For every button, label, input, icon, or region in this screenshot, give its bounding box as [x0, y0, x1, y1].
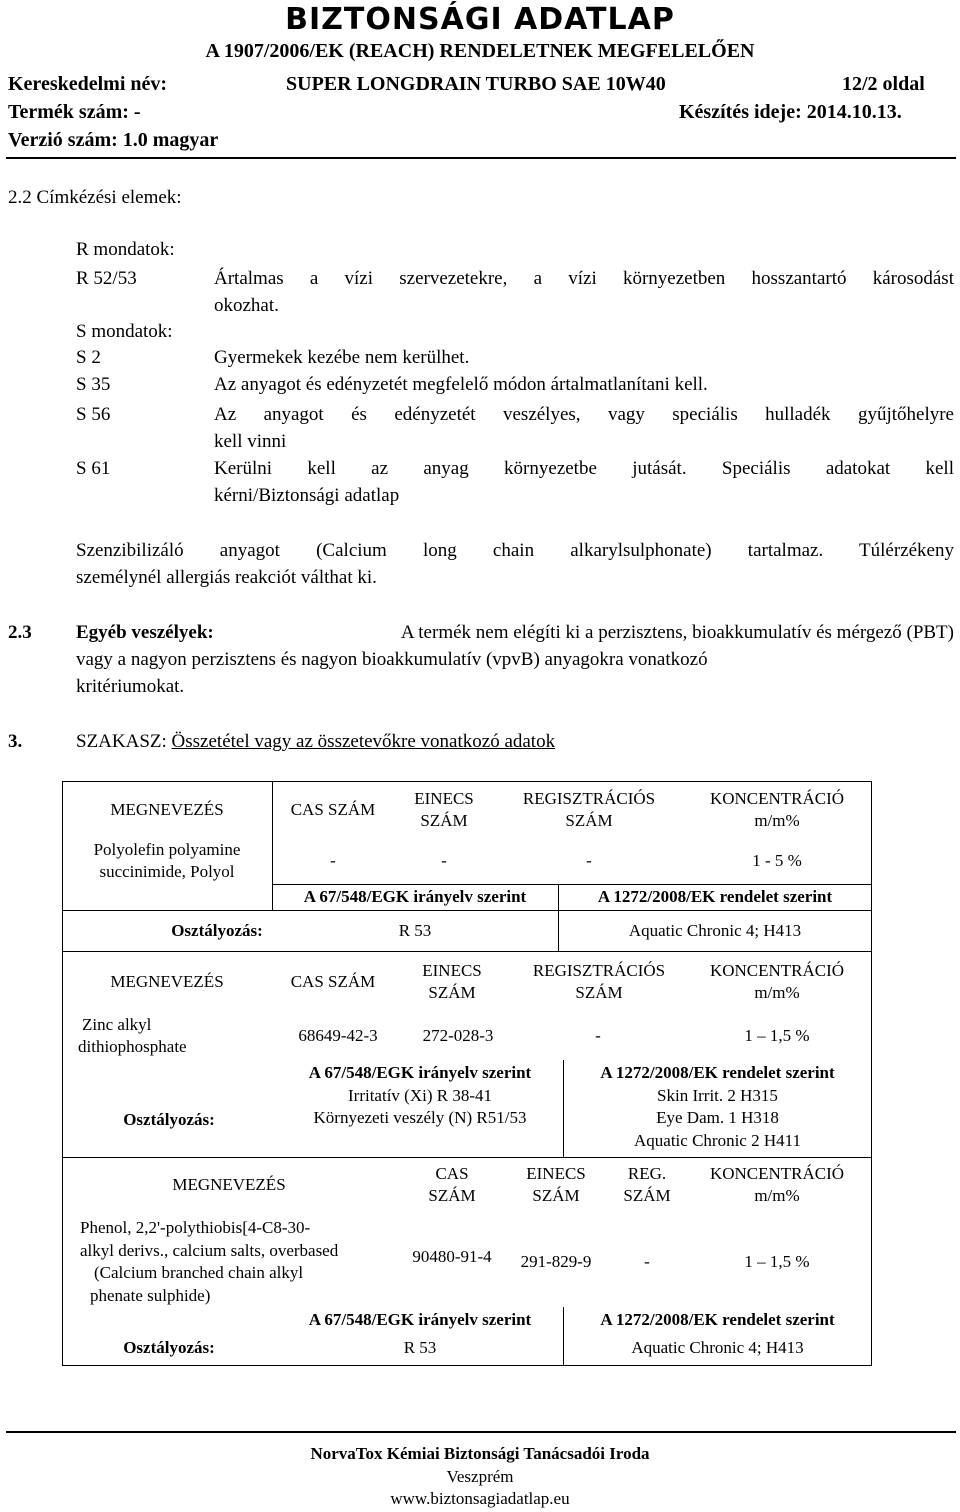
table-col-name: MEGNEVEZÉS	[172, 1175, 286, 1194]
table-col-conc-2: m/m%	[754, 1186, 800, 1205]
table-col-conc-2: m/m%	[754, 983, 800, 1002]
creation-date: Készítés ideje: 2014.10.13.	[679, 101, 902, 123]
component-name-2: succinimide, Polyol	[99, 862, 235, 881]
table-col-einecs: EINECS	[526, 1164, 586, 1183]
regulation-subtitle: A 1907/2006/EK (REACH) RENDELETNEK MEGFELELŐEN	[205, 40, 755, 62]
regulation-label: A 1272/2008/EK rendelet szerint	[600, 1063, 835, 1082]
s-phrase-text-cont: kell vinni	[214, 431, 287, 452]
classification-regulation: Aquatic Chronic 4; H413	[628, 921, 802, 940]
regulation-label: A 1272/2008/EK rendelet szerint	[600, 1310, 835, 1329]
table-col-cas: CAS	[435, 1164, 469, 1183]
table-col-reg-2: SZÁM	[575, 983, 623, 1002]
other-hazards-text: A termék nem elégíti ki a perzisztens, bioakkumulatív és mérgező (PBT)	[400, 622, 954, 643]
classification-label: Osztályozás:	[171, 921, 263, 940]
s-phrase-text: Gyermekek kezébe nem kerülhet.	[214, 347, 470, 368]
r-phrases-heading: R mondatok:	[76, 239, 175, 260]
classification-regulation: Skin Irrit. 2 H315	[657, 1086, 778, 1105]
component-reg: -	[644, 1252, 650, 1271]
other-hazards-text-cont: vagy a nagyon perzisztens és nagyon bioakkumulatív (vpvB) anyagokra vonatkozó	[76, 649, 708, 670]
table-col-conc: KONCENTRÁCIÓ	[709, 789, 845, 808]
classification-label: Osztályozás:	[123, 1110, 215, 1129]
document-title: BIZTONSÁGI ADATLAP	[285, 2, 675, 37]
other-hazards-label: Egyéb veszélyek:	[76, 622, 214, 643]
s-phrase-code: S 2	[76, 347, 101, 368]
table-col-conc-2: m/m%	[754, 811, 800, 830]
table-col-einecs: EINECS	[414, 789, 474, 808]
sensitizer-warning-cont: személynél allergiás reakciót válthat ki.	[76, 567, 377, 588]
component-reg: -	[595, 1026, 601, 1045]
table-col-einecs: EINECS	[422, 961, 482, 980]
component-name: Zinc alkyl	[82, 1015, 152, 1034]
component-einecs: 291-829-9	[520, 1252, 592, 1271]
component-cas: 68649-42-3	[298, 1026, 378, 1045]
sensitizer-warning: Szenzibilizáló anyagot (Calcium long chain alkarylsulphonate) tartalmaz. Túlérzékeny	[76, 540, 954, 561]
directive-label: A 67/548/EGK irányelv szerint	[308, 1063, 532, 1082]
s-phrase-text: Az anyagot és edényzetét veszélyes, vagy speciális hulladék gyűjtőhelyre	[214, 404, 954, 425]
component-name-3: (Calcium branched chain alkyl	[94, 1263, 304, 1282]
classification-regulation-2: Eye Dam. 1 H318	[656, 1108, 779, 1127]
table-col-einecs-2: SZÁM	[420, 811, 468, 830]
regulation-label: A 1272/2008/EK rendelet szerint	[597, 887, 833, 906]
component-reg: -	[586, 851, 592, 870]
section-2-2-heading: 2.2 Címkézési elemek:	[8, 187, 182, 208]
footer-organization: NorvaTox Kémiai Biztonsági Tanácsadói Iroda	[310, 1444, 650, 1463]
table-col-name: MEGNEVEZÉS	[110, 972, 224, 991]
component-cas: 90480-91-4	[412, 1247, 492, 1266]
component-name-4: phenate sulphide)	[90, 1286, 211, 1305]
table-col-name: MEGNEVEZÉS	[110, 800, 224, 819]
table-col-reg: REGISZTRÁCIÓS	[522, 789, 656, 808]
classification-regulation-3: Aquatic Chronic 2 H411	[634, 1131, 801, 1150]
classification-directive-2: Környezeti veszély (N) R51/53	[313, 1108, 527, 1127]
r-phrase-code: R 52/53	[76, 268, 137, 289]
section-3-title: Összetétel vagy az összetevőkre vonatkozó adatok	[171, 731, 556, 752]
table-col-cas: CAS SZÁM	[290, 972, 376, 991]
table-col-conc: KONCENTRÁCIÓ	[709, 1164, 845, 1183]
r-phrase-text-cont: okozhat.	[214, 295, 279, 316]
product-number: Termék szám: -	[8, 101, 141, 123]
section-2-3-number: 2.3	[8, 622, 32, 643]
s-phrase-text-cont: kérni/Biztonsági adatlap	[214, 485, 400, 506]
classification-directive: R 53	[403, 1338, 437, 1357]
classification-directive: Irritatív (Xi) R 38-41	[348, 1086, 492, 1105]
component-name: Polyolefin polyamine	[93, 840, 241, 859]
footer-city: Veszprém	[446, 1467, 514, 1486]
page-number: 12/2 oldal	[842, 73, 925, 95]
header-rule	[6, 157, 956, 159]
s-phrase-text: Kerülni kell az anyag környezetbe jutását. Speciális adatokat kell	[214, 458, 954, 479]
component-einecs: 272-028-3	[422, 1026, 494, 1045]
classification-label: Osztályozás:	[123, 1338, 215, 1357]
s-phrase-code: S 61	[76, 458, 111, 479]
component-conc: 1 - 5 %	[752, 851, 802, 870]
table-col-einecs-2: SZÁM	[428, 983, 476, 1002]
component-einecs: -	[441, 851, 447, 870]
table-col-reg-2: SZÁM	[623, 1186, 671, 1205]
section-3-prefix: SZAKASZ:	[76, 731, 167, 752]
version-number: Verzió szám: 1.0 magyar	[8, 129, 219, 151]
table-col-reg: REGISZTRÁCIÓS	[532, 961, 666, 980]
section-3-number: 3.	[8, 731, 23, 752]
footer-website[interactable]: www.biztonsagiadatlap.eu	[390, 1489, 570, 1508]
component-name: Phenol, 2,2'-polythiobis[4-C8-30-	[80, 1218, 311, 1237]
directive-label: A 67/548/EGK irányelv szerint	[303, 887, 527, 906]
table-col-reg: REG.	[627, 1164, 667, 1183]
trade-name-label: Kereskedelmi név:	[8, 73, 168, 95]
s-phrase-code: S 35	[76, 374, 111, 395]
table-col-cas-2: SZÁM	[428, 1186, 476, 1205]
component-name-2: alkyl derivs., calcium salts, overbased	[80, 1241, 339, 1260]
table-col-reg-2: SZÁM	[565, 811, 613, 830]
s-phrase-text: Az anyagot és edényzetét megfelelő módon ártalmatlanítani kell.	[214, 374, 708, 395]
classification-regulation: Aquatic Chronic 4; H413	[631, 1338, 804, 1357]
other-hazards-text-end: kritériumokat.	[76, 676, 185, 697]
footer-rule	[6, 1431, 956, 1433]
other-hazards-line	[76, 622, 954, 644]
s-phrase-code: S 56	[76, 404, 111, 425]
table-col-conc: KONCENTRÁCIÓ	[709, 961, 845, 980]
table-col-cas: CAS SZÁM	[290, 800, 376, 819]
directive-label: A 67/548/EGK irányelv szerint	[308, 1310, 532, 1329]
trade-name-value: SUPER LONGDRAIN TURBO SAE 10W40	[286, 73, 666, 95]
component-name-2: dithiophosphate	[78, 1037, 187, 1056]
section-3-heading	[76, 731, 555, 753]
table-col-einecs-2: SZÁM	[532, 1186, 580, 1205]
component-cas: -	[330, 851, 336, 870]
component-conc: 1 – 1,5 %	[744, 1026, 810, 1045]
s-phrases-heading: S mondatok:	[76, 321, 173, 342]
classification-directive: R 53	[398, 921, 432, 940]
component-conc: 1 – 1,5 %	[744, 1252, 810, 1271]
r-phrase-text: Ártalmas a vízi szervezetekre, a vízi környezetben hosszantartó károsodást	[214, 268, 954, 289]
